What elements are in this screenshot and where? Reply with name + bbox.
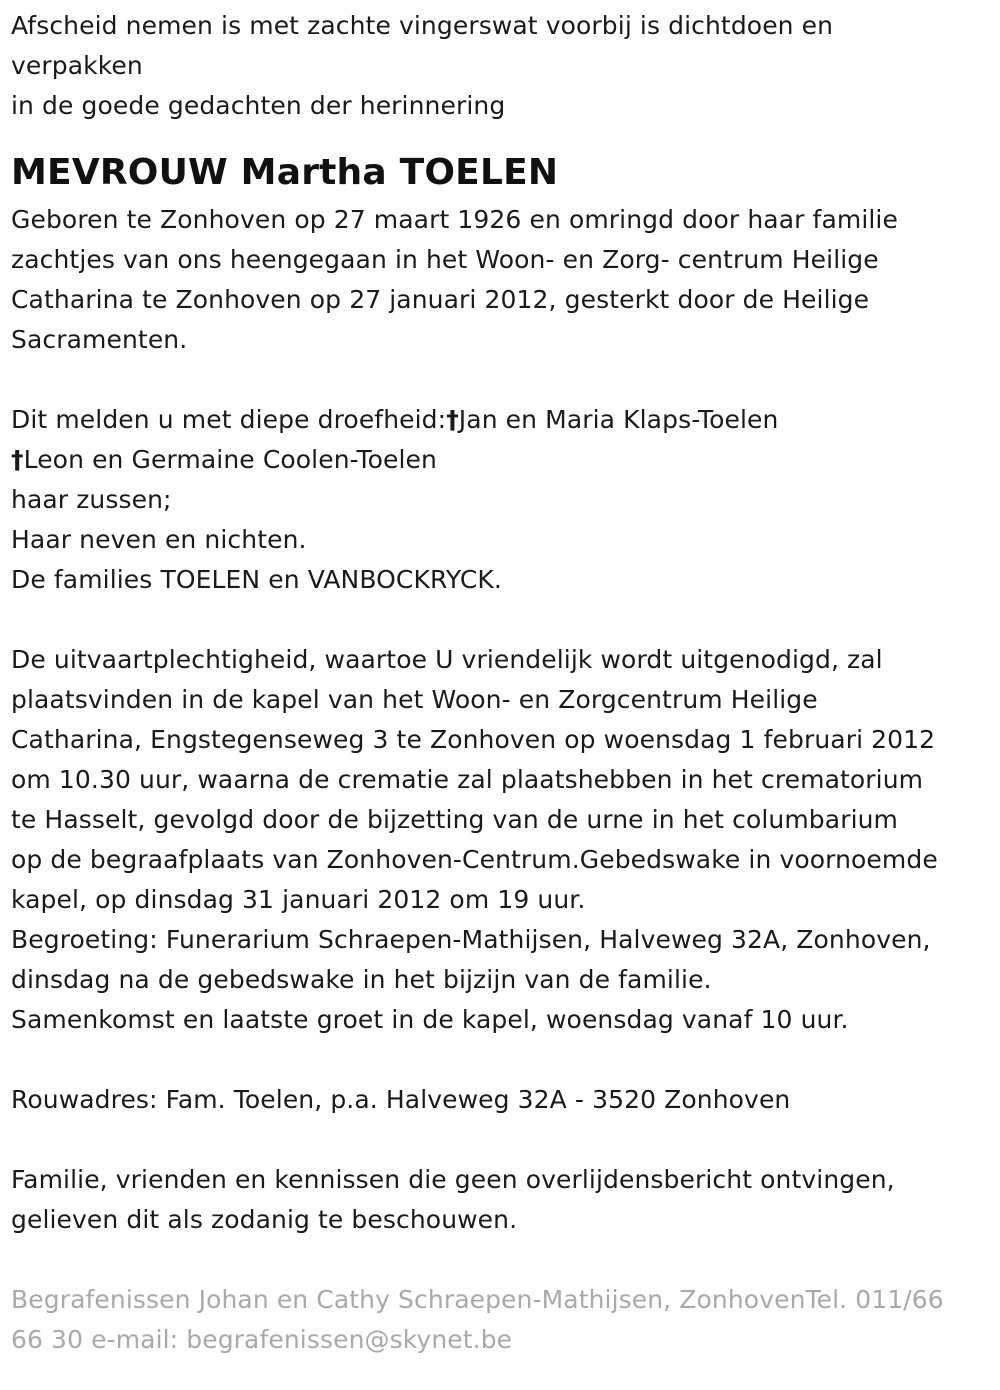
spacer bbox=[11, 1240, 989, 1280]
motto-line: Afscheid nemen is met zachte vingerswat voorbij is dichtdoen en bbox=[11, 11, 834, 40]
address-block bbox=[11, 1080, 989, 1120]
motto-line: in de goede gedachten der herinnering bbox=[11, 91, 506, 120]
ceremony-line: om 10.30 uur, waarna de crematie zal plaatshebben in het crematorium bbox=[11, 765, 924, 794]
ceremony-line: te Hasselt, gevolgd door de bijzetting van de urne in het columbarium bbox=[11, 805, 899, 834]
biography-line: zachtjes van ons heengegaan in het Woon- en Zorg- centrum Heilige bbox=[11, 245, 879, 274]
announcement-intro-line bbox=[11, 400, 989, 440]
spacer bbox=[11, 360, 989, 400]
footer-line: 66 30 e-mail: begrafenissen@skynet.be bbox=[11, 1325, 513, 1354]
biography-block bbox=[11, 200, 989, 360]
biography-line: Geboren te Zonhoven op 27 maart 1926 en omringd door haar familie bbox=[11, 205, 898, 234]
notice-line: Familie, vrienden en kennissen die geen overlijdensbericht ontvingen, bbox=[11, 1165, 895, 1194]
notice-block bbox=[11, 1160, 989, 1240]
cross-icon: † bbox=[11, 445, 24, 474]
spacer bbox=[11, 1040, 989, 1080]
biography-line: Catharina te Zonhoven op 27 januari 2012, gesterkt door de Heilige bbox=[11, 285, 870, 314]
motto-line: verpakken bbox=[11, 51, 143, 80]
ceremony-line: plaatsvinden in de kapel van het Woon- en Zorgcentrum Heilige bbox=[11, 685, 818, 714]
motto-block bbox=[11, 6, 989, 126]
footer-line: Begrafenissen Johan en Cathy Schraepen-Mathijsen, ZonhovenTel. 011/66 bbox=[11, 1285, 944, 1314]
nephews-line: Haar neven en nichten. bbox=[11, 525, 307, 554]
ceremony-block bbox=[11, 640, 989, 1040]
relative-name: Leon en Germaine Coolen-Toelen bbox=[23, 445, 437, 474]
ceremony-line: Samenkomst en laatste groet in de kapel, woensdag vanaf 10 uur. bbox=[11, 1005, 849, 1034]
deceased-name: MEVROUW Martha TOELEN bbox=[11, 152, 559, 193]
notice-line: gelieven dit als zodanig te beschouwen. bbox=[11, 1205, 518, 1234]
announcement-block bbox=[11, 400, 989, 600]
ceremony-line: De uitvaartplechtigheid, waartoe U vriendelijk wordt uitgenodigd, zal bbox=[11, 645, 883, 674]
ceremony-line: Catharina, Engstegenseweg 3 te Zonhoven op woensdag 1 februari 2012 bbox=[11, 725, 936, 754]
biography-line: Sacramenten. bbox=[11, 325, 188, 354]
ceremony-line: op de begraafplaats van Zonhoven-Centrum.Gebedswake in voornoemde bbox=[11, 845, 938, 874]
spacer bbox=[11, 1120, 989, 1160]
ceremony-line: Begroeting: Funerarium Schraepen-Mathijsen, Halveweg 32A, Zonhoven, bbox=[11, 925, 931, 954]
families-line: De families TOELEN en VANBOCKRYCK. bbox=[11, 565, 502, 594]
mourning-address: Rouwadres: Fam. Toelen, p.a. Halveweg 32A - 3520 Zonhoven bbox=[11, 1085, 791, 1114]
announcement-intro: Dit melden u met diepe droefheid: bbox=[11, 405, 447, 434]
cross-icon: † bbox=[446, 405, 459, 434]
ceremony-line: kapel, op dinsdag 31 januari 2012 om 19 uur. bbox=[11, 885, 586, 914]
relation-line: haar zussen; bbox=[11, 485, 172, 514]
spacer bbox=[11, 600, 989, 640]
relative-line bbox=[11, 440, 989, 480]
footer-block bbox=[11, 1280, 989, 1360]
relative-name: Jan en Maria Klaps-Toelen bbox=[458, 405, 779, 434]
ceremony-line: dinsdag na de gebedswake in het bijzijn van de familie. bbox=[11, 965, 712, 994]
